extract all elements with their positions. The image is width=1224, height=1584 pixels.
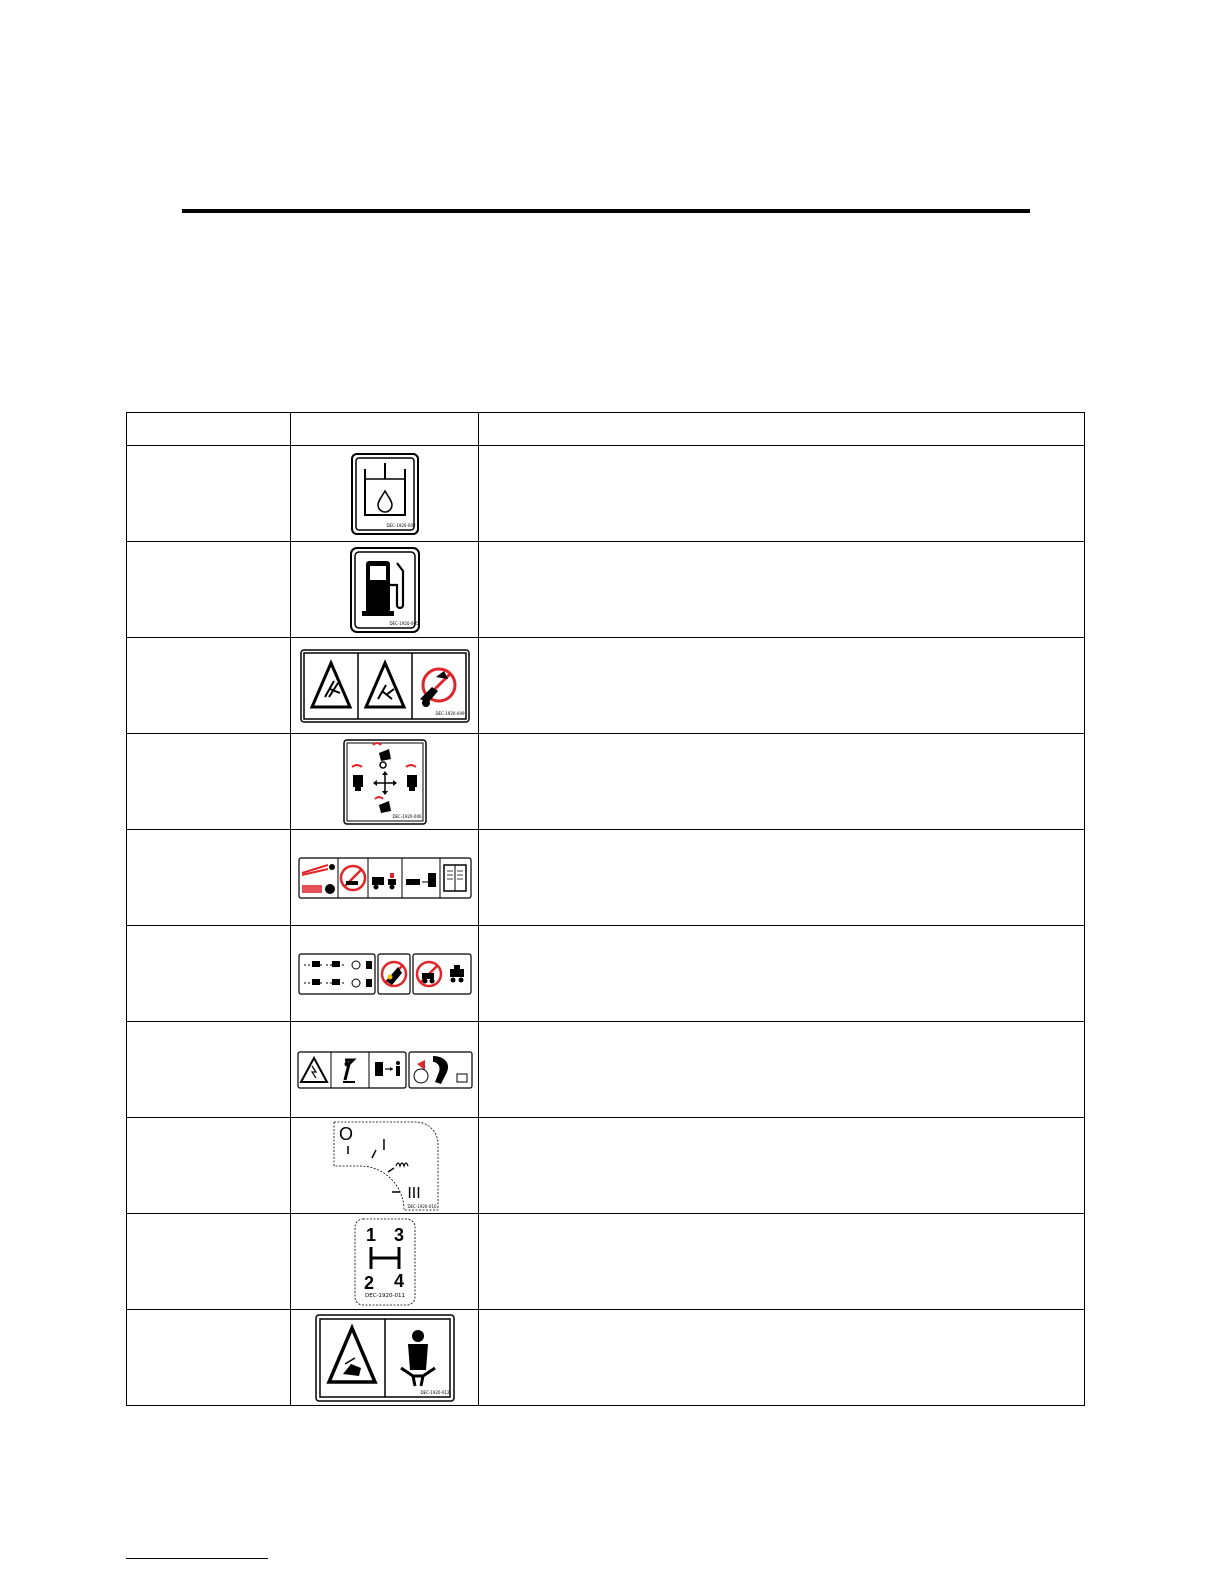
ignition-start-label: III: [406, 1184, 421, 1202]
row-description-cell: [479, 542, 1085, 638]
row-description-cell: [479, 830, 1085, 926]
decal-cell: [291, 638, 479, 734]
decal-code: DEC-1920-012: [419, 1389, 450, 1395]
row-label-cell: [127, 1118, 291, 1214]
fuel-pump-icon: [350, 547, 420, 633]
decal-code: DEC-1920-006: [391, 813, 422, 819]
decal-code: DEC-1920-009: [434, 710, 465, 716]
header-cell-1: [127, 413, 291, 446]
table-row: [127, 1310, 1085, 1406]
row-description-cell: [479, 446, 1085, 542]
row-description-cell: [479, 734, 1085, 830]
row-label-cell: [127, 926, 291, 1022]
gear-1-label: 1: [365, 1224, 376, 1245]
row-label-cell: [127, 542, 291, 638]
decal-cell: [291, 446, 479, 542]
decal-cell: [291, 1022, 479, 1118]
seatbelt-warning-icon: [315, 1314, 455, 1402]
hydraulic-oil-reservoir-icon: [351, 453, 419, 535]
row-description-cell: [479, 1022, 1085, 1118]
table-row: [127, 1022, 1085, 1118]
row-label-cell: [127, 1022, 291, 1118]
decal-cell: [291, 830, 479, 926]
table-row: [127, 1118, 1085, 1214]
electrical-hazard-strip-icon: [297, 1050, 473, 1090]
row-description-cell: [479, 1118, 1085, 1214]
table-row: [127, 638, 1085, 734]
footnote-rule: [126, 1558, 268, 1559]
decal-cell: [291, 926, 479, 1022]
table-row: [127, 1214, 1085, 1310]
gear-2-label: 2: [363, 1272, 374, 1293]
header-rule: [182, 209, 1030, 213]
gear-4-label: 4: [393, 1270, 404, 1291]
decal-code: DEC-1920-010: [406, 1203, 437, 1209]
row-label-cell: [127, 830, 291, 926]
row-description-cell: [479, 1214, 1085, 1310]
table-row: [127, 542, 1085, 638]
decal-code: DEC-1920-005: [388, 620, 419, 626]
decal-code: DEC-1920-002: [385, 522, 416, 528]
decal-cell: [291, 542, 479, 638]
decal-cell: [291, 1118, 479, 1214]
row-label-cell: [127, 734, 291, 830]
row-label-cell: [127, 446, 291, 542]
table-row: [127, 446, 1085, 542]
table-row: [127, 830, 1085, 926]
ignition-on-label: I: [381, 1136, 386, 1154]
table-row: [127, 734, 1085, 830]
row-description-cell: [479, 926, 1085, 1022]
row-label-cell: [127, 638, 291, 734]
gear-3-label: 3: [393, 1224, 404, 1245]
row-label-cell: [127, 1310, 291, 1406]
decal-code: DEC-1920-011: [364, 1292, 405, 1299]
decal-cell: [291, 1214, 479, 1310]
operation-safety-strip-icon: [298, 857, 472, 899]
decal-cell: [291, 1310, 479, 1406]
header-cell-2: [291, 413, 479, 446]
table-row: [127, 926, 1085, 1022]
row-description-cell: [479, 638, 1085, 734]
decal-table: [126, 412, 1085, 1406]
gear-shift-pattern-icon: [353, 1217, 417, 1307]
crush-hazard-warning-icon: [300, 649, 470, 723]
row-label-cell: [127, 1214, 291, 1310]
load-tipping-safety-strip-icon: [298, 953, 472, 995]
decal-cell: [291, 734, 479, 830]
table-header-row: [127, 413, 1085, 446]
header-cell-3: [479, 413, 1085, 446]
ignition-off-label: O: [338, 1123, 353, 1144]
ignition-switch-positions-icon: [330, 1120, 440, 1212]
row-description-cell: [479, 1310, 1085, 1406]
tilt-directions-icon: [343, 739, 427, 825]
